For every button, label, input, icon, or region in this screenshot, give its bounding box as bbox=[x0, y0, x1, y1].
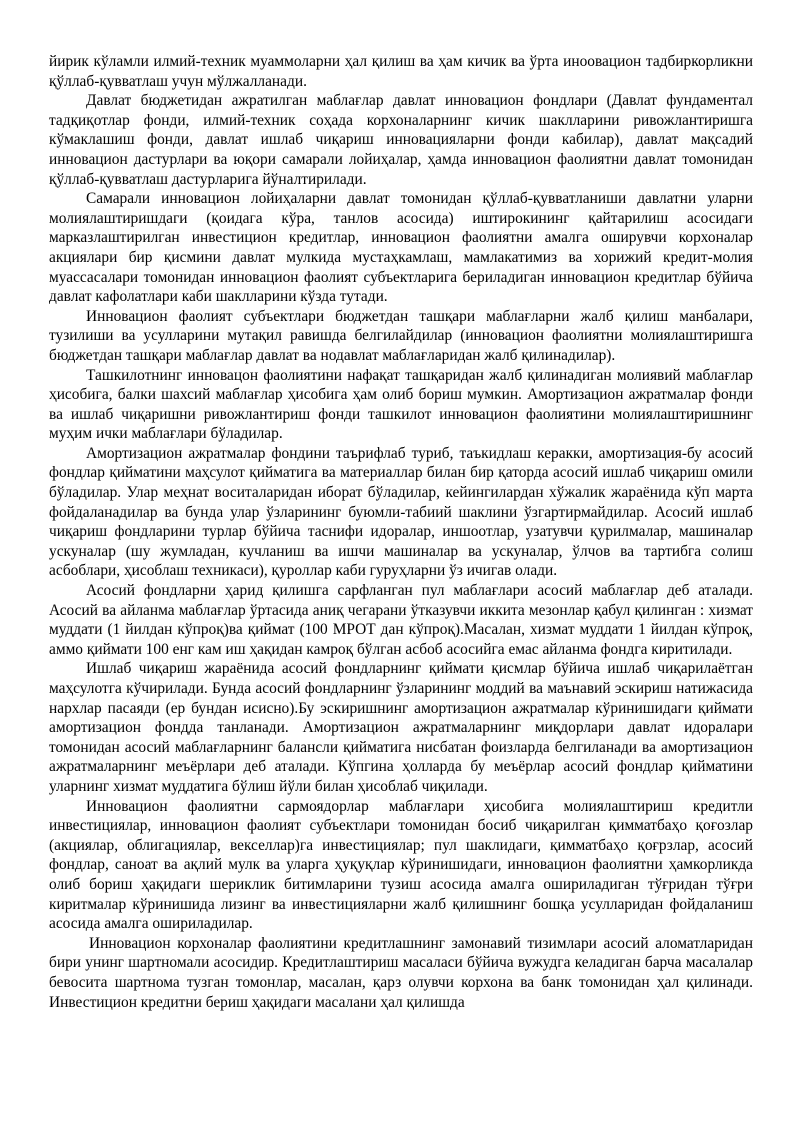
paragraph-4: Инновацион фаолият субъектлари бюджетдан ташқари маблағларни жалб қилиш манбалари, тузилиши ва усулларини мутақил равишда белгилайдилар (инновацион фаолиятни молиялаштиришга бюджетдан ташқари маблағлар давлат ва нодавлат маблағларидан жалб қилинадилар). bbox=[49, 307, 753, 364]
paragraph-1: йирик кўламли илмий-техник муаммоларни ҳал қилиш ва ҳам кичик ва ўрта иноовацион тадбиркорликни қўллаб-қувватлаш учун мўлжалланади. bbox=[49, 53, 753, 90]
paragraph-6: Амортизацион ажратмалар фондини таърифлаб туриб, таъкидлаш керакки, амортизация-бу асосий фондлар қийматини маҳсулот қийматига ва материаллар билан бир қаторда асосий ишлаб чиқариш омили бўладилар. Улар меҳнат воситаларидан иборат бўладилар, кейингилардан хўжалик жараёнида кўп марта фойдаланадилар ва бунда улар ўзларининг буюмли-табиий шаклини ўзгартирмайдилар. Асосий ишлаб чиқариш фондларини турлар бўйича таснифи идоралар, иншоотлар, узатувчи қурилмалар, машиналар ускуналар (шу жумладан, кучланиш ва ишчи машиналар ва ускуналар, ўлчов ва тартибга солиш асбоблари, ҳисоблаш техникаси), қуроллар каби гуруҳларни ўз ичигав олади. bbox=[49, 444, 753, 580]
paragraph-3: Самарали инновацион лойиҳаларни давлат томонидан қўллаб-қувватланиши давлатни уларни молиялаштиришдаги (қоидага кўра, танлов асосида) иштирокининг қайтарилиш асосидаги марказлаштирилган инвестицион кредитлар, инновацион фаолиятни амалга оширувчи корхоналар акциялари бир қисмини давлат мулкида мустаҳкамлаш, мамлакатимиз ва хорижий кредит-молия муассасалари томонидан инновацион фаолият субъектларига бериладиган инновацион кредитлар бўйича давлат кафолатлари каби шаклларини кўзда тутади. bbox=[49, 190, 753, 306]
paragraph-5: Ташкилотнинг инновацон фаолиятини нафақат ташқаридан жалб қилинадиган молиявий маблағлар ҳисобига, балки шахсий маблағлар ҳисобига ҳам олиб бориш мумкин. Амортизацион ажратмалар фонди ва ишлаб чиқаришни ривожлантириш фонди ташкилот инновацион фаолиятини молиялаштиришнинг муҳим ички маблағлари бўладилар. bbox=[49, 366, 753, 443]
paragraph-10: Инновацион корхоналар фаолиятини кредитлашнинг замонавий тизимлари асосий аломатларидан бири унинг шартномали асосидир. Кредитлаштириш масаласи бўйича вужудга келадиган барча масалалар бевосита шартнома тузган томонлар, масалан, қарз олувчи корхона ва банк томонидан ҳал қилинади. Инвестицион кредитни бериш ҳақидаги масалани ҳал қилишда bbox=[49, 934, 753, 1011]
paragraph-2: Давлат бюджетидан ажратилган маблағлар давлат инновацион фондлари (Давлат фундаментал тадқиқотлар фонди, илмий-техник соҳада корхоналарнинг кичик шаклларини ривожлантиришга кўмаклашиш фонди, давлат ишлаб чиқариш инновацияларни фонди кабилар), давлат мақсадий инновацион дастурлари ва юқори самарали лойиҳалар, ҳамда инновацион фаолиятни давлат томонидан қўллаб-қувватлаш дастурларига йўналтирилади. bbox=[49, 92, 753, 188]
paragraph-7: Асосий фондларни ҳарид қилишга сарфланган пул маблағлари асосий маблағлар деб аталади. Асосий ва айланма маблағлар ўртасида аниқ чегарани ўтказувчи иккита мезонлар қабул қилинган : хизмат муддати (1 йилдан кўпроқ)ва қиймат (100 МРОТ дан кўпроқ).Масалан, хизмат муддати 1 йилдан кўпроқ, аммо қиймати 100 енг кам иш ҳақидан камроқ бўлган асбоб асосийга емас айланма фондга киритилади. bbox=[49, 582, 753, 658]
document-page bbox=[49, 52, 753, 1012]
paragraph-9: Инновацион фаолиятни сармоядорлар маблағлари ҳисобига молиялаштириш кредитли инвестициялар, инновацион фаолият субъектлари томонидан босиб чиқарилган қимматбаҳо қоғозлар (акциялар, облигациялар, векселлар)га инвестициялар; пул шаклидаги, қимматбаҳо қоғрзлар, асосий фондлар, саноат ва ақлий мулк ва уларга ҳуқуқлар кўринишидаги, инновацион фаолиятни ҳамкорликда олиб бориш ҳақидаги шериклик битимларини тузиш асосида амалга ошириладиган тўғридан тўғри киритмалар кўринишида лизинг ва инвестицияларни жалб қилишнинг бошқа усулларидан фойдаланиш асосида амалга ошириладилар. bbox=[49, 797, 753, 933]
paragraph-8: Ишлаб чиқариш жараёнида асосий фондларнинг қиймати қисмлар бўйича ишлаб чиқарилаётган маҳсулотга кўчирилади. Бунда асосий фондларнинг ўзларининг моддий ва маънавий эскириш натижасида нархлар пасаяди (ер бундан исисно).Бу эскиришнинг амортизацион ажратмалар кўринишидаги қиймати амортизацион фондда танланади. Амортизацион ажратмаларнинг миқдорлари давлат идоралари томонидан асосий маблағларнинг балансли қийматига нисбатан фоизларда белгиланади ва амортизацион ажратмаларнинг меъёрлари деб аталади. Кўпгина ҳолларда бу меъёрлар асосий фондлар қийматини уларнинг хизмат муддатига бўлиш йўли билан ҳисоблаб чиқилади. bbox=[49, 660, 753, 795]
